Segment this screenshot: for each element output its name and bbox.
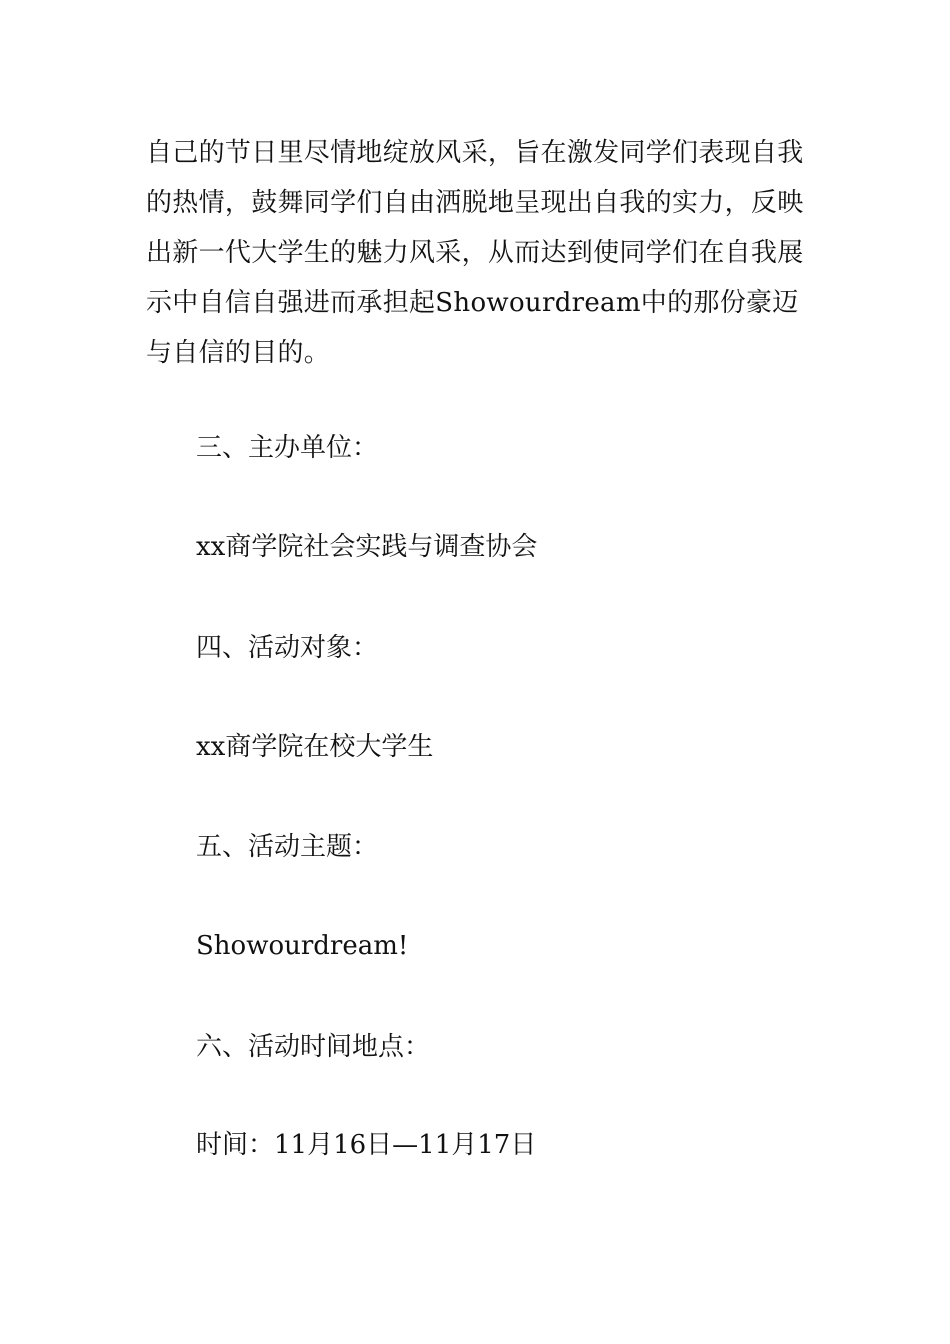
section-heading-organizer: 三、主办单位： bbox=[196, 433, 379, 463]
section-content-time: 时间：11月16日—11月17日 bbox=[196, 1130, 537, 1160]
intro-paragraph: 自己的节日里尽情地绽放风采，旨在激发同学们表现自我的热情，鼓舞同学们自由洒脱地呈现出自我的实力，反映出新一代大学生的魅力风采，从而达到使同学们在自我展示中自信自强进而承担起Showourdream中的那份豪迈与自信的目的。 bbox=[146, 138, 804, 368]
section-heading-time-place: 六、活动时间地点： bbox=[196, 1032, 431, 1062]
section-heading-theme: 五、活动主题： bbox=[196, 832, 379, 862]
section-content-organizer: xx商学院社会实践与调查协会 bbox=[196, 532, 538, 562]
section-content-audience: xx商学院在校大学生 bbox=[196, 732, 434, 762]
section-content-theme: Showourdream! bbox=[196, 931, 409, 961]
section-heading-audience: 四、活动对象： bbox=[196, 633, 379, 663]
